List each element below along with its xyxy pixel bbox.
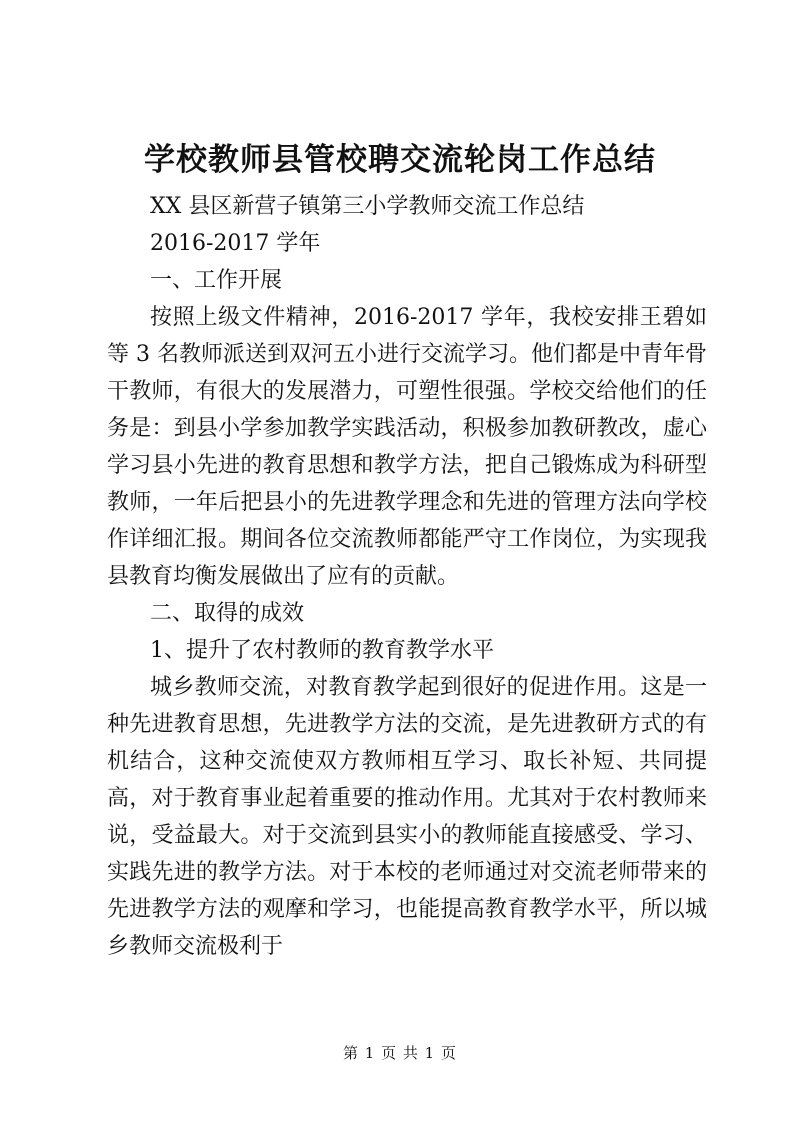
subsection-heading-teaching-level: 1、提升了农村教师的教育教学水平 bbox=[150, 638, 494, 663]
section-heading-work: 一、工作开展 bbox=[150, 268, 283, 293]
document-body bbox=[107, 188, 707, 965]
document-subtitle: XX 县区新营子镇第三小学教师交流工作总结 bbox=[150, 194, 585, 219]
paragraph-work-details: 按照上级文件精神，2016-2017 学年，我校安排王碧如等 3 名教师派送到双河五小进行交流学习。他们都是中青年骨干教师，有很大的发展潜力，可塑性很强。学校交给他们的任务是：到县小学参加教学实践活动，积极参加教研教改，虚心学习县小先进的教育思想和教学方法，把自己锻炼成为科研型教师，一年后把县小的先进教学理念和先进的管理方法向学校作详细汇报。期间各位交流教师都能严守工作岗位，为实现我县教育均衡发展做出了应有的贡献。 bbox=[107, 305, 707, 589]
school-year: 2016-2017 学年 bbox=[150, 231, 321, 256]
document-title: 学校教师县管校聘交流轮岗工作总结 bbox=[144, 142, 656, 178]
page-number: 第 1 页 共 1 页 bbox=[343, 1044, 457, 1062]
paragraph-teaching-level: 城乡教师交流，对教育教学起到很好的促进作用。这是一种先进教育思想，先进教学方法的交流，是先进教研方式的有机结合，这种交流使双方教师相互学习、取长补短、共同提高，对于教育事业起着重要的推动作用。尤其对于农村教师来说，受益最大。对于交流到县实小的教师能直接感受、学习、实践先进的教学方法。对于本校的老师通过对交流老师带来的先进教学方法的观摩和学习，也能提高教育教学水平，所以城乡教师交流极利于 bbox=[107, 675, 707, 959]
section-heading-results: 二、取得的成效 bbox=[150, 601, 305, 626]
